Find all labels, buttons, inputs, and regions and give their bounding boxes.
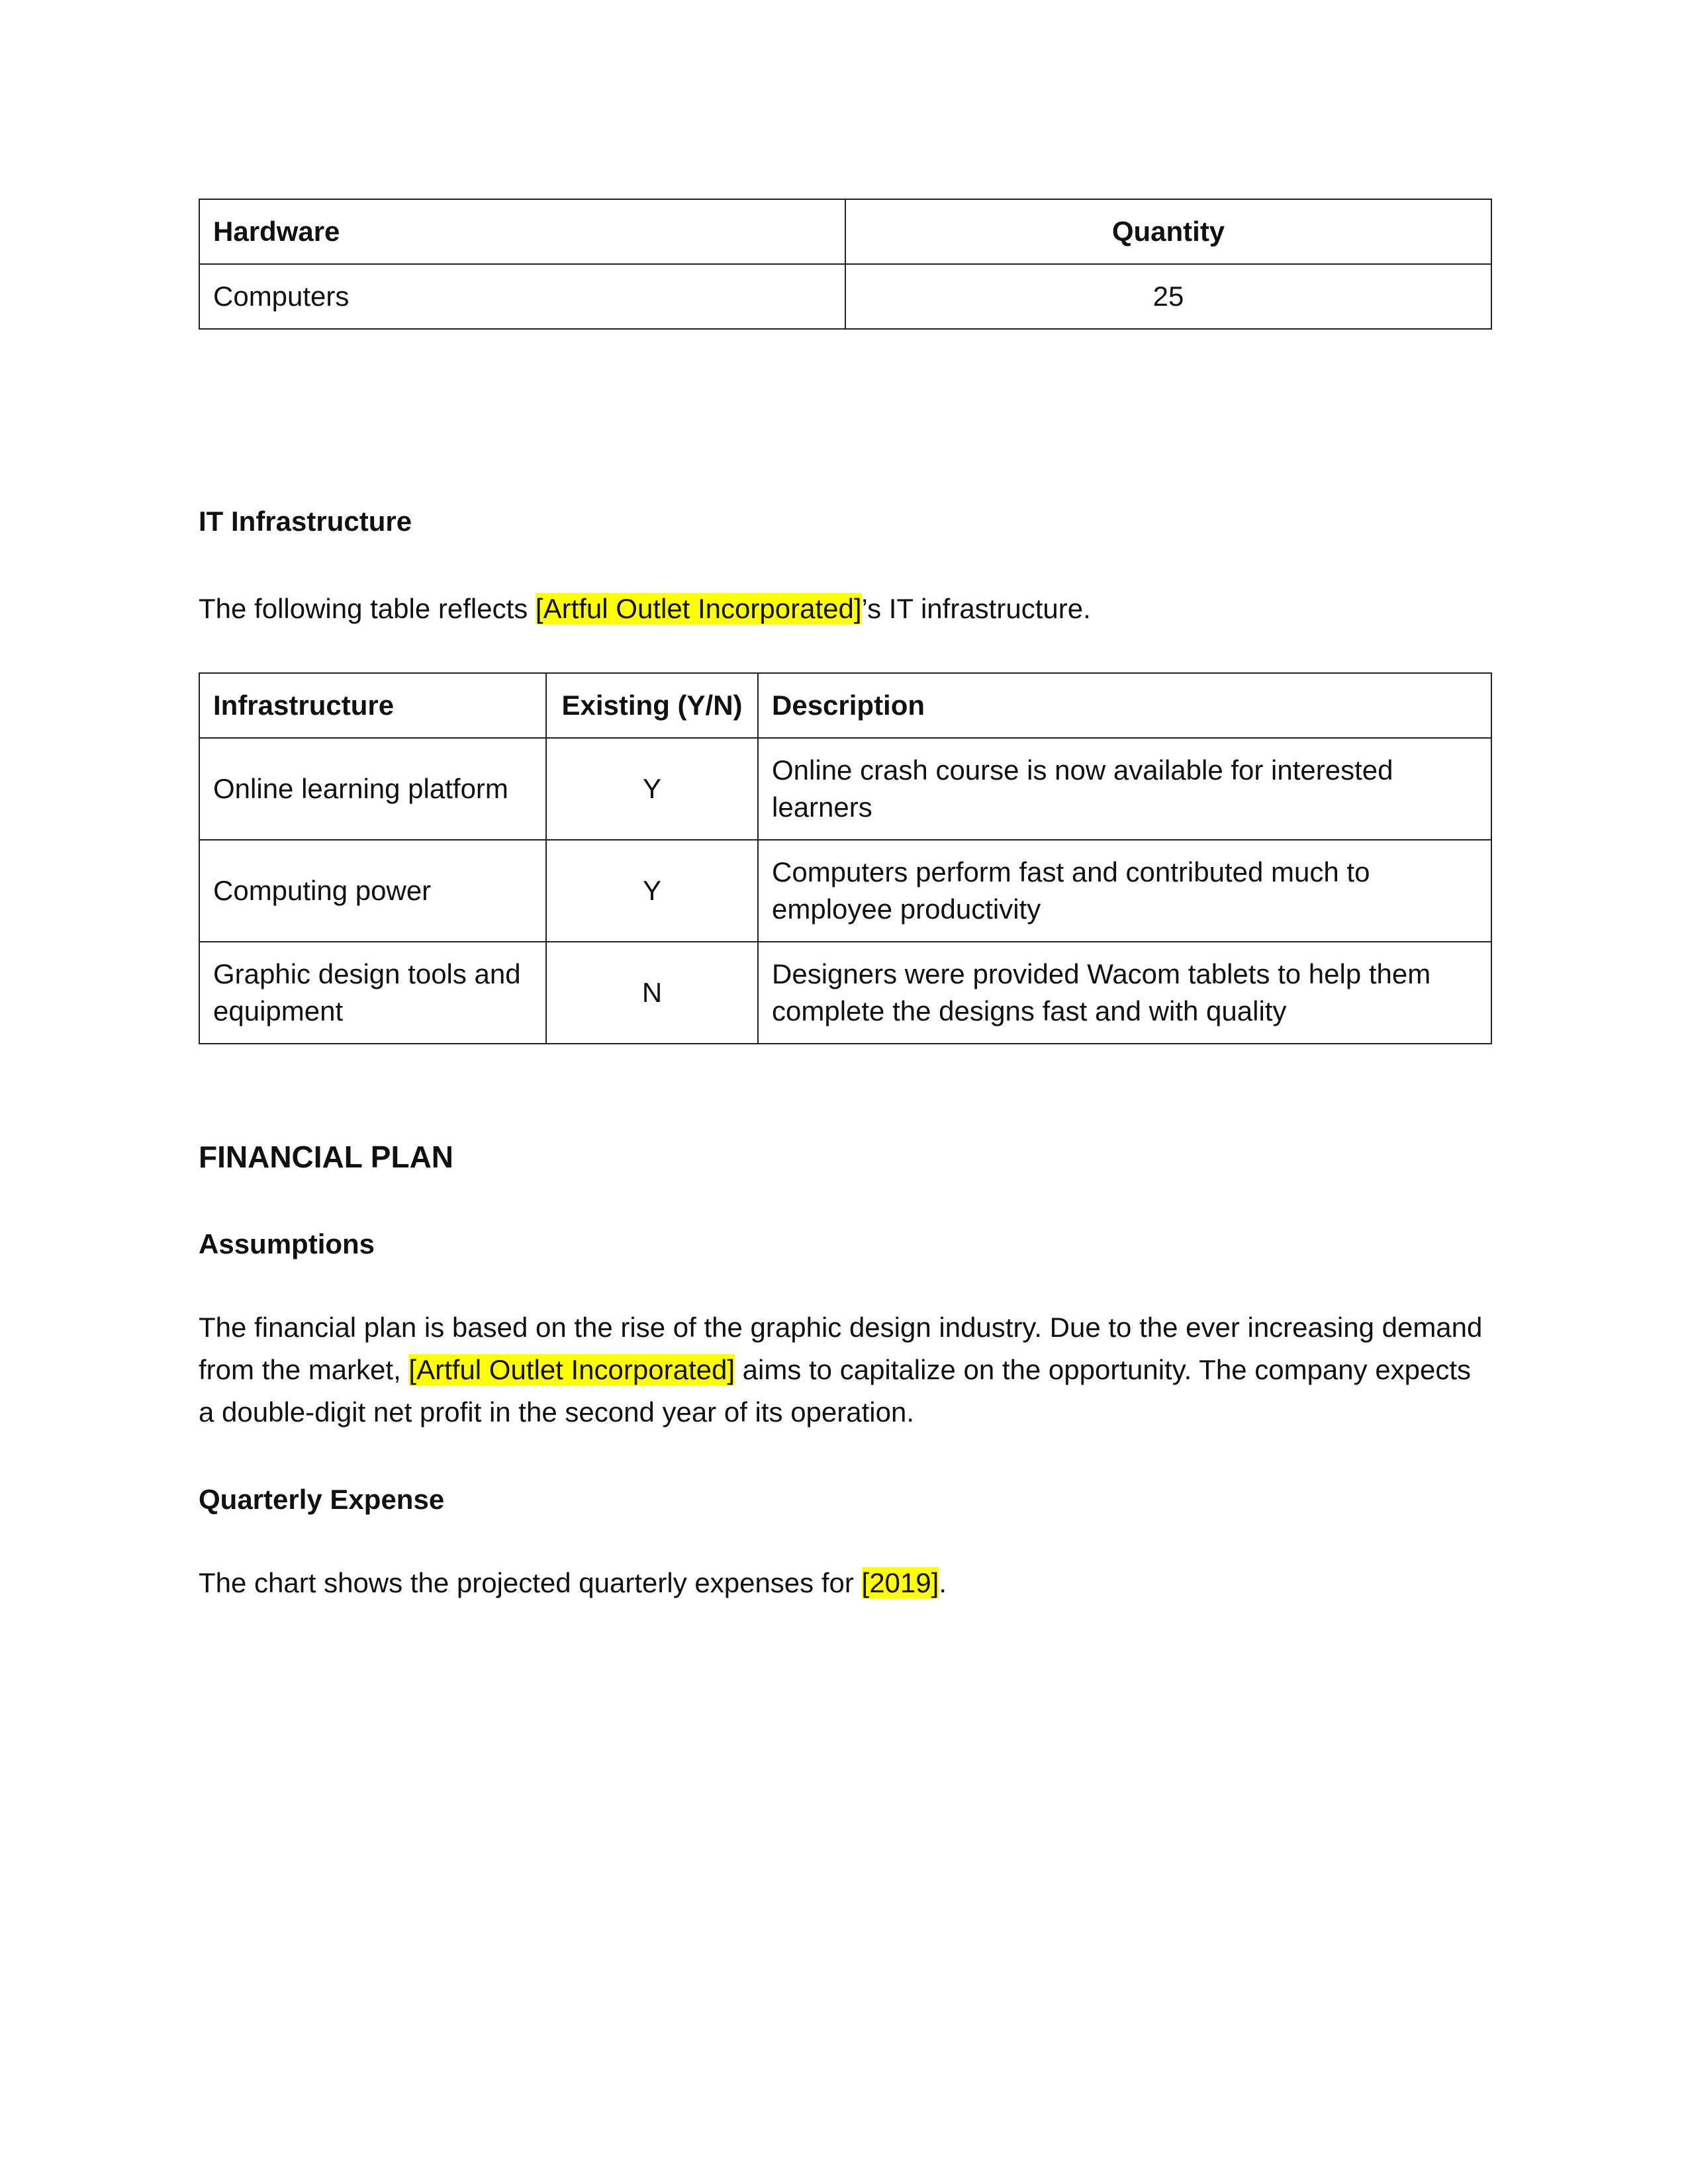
cell-description: Designers were provided Wacom tablets to help them complete the designs fast and with quality xyxy=(758,942,1491,1044)
table-row xyxy=(199,942,1491,1044)
infrastructure-table xyxy=(199,672,1492,1044)
table-row xyxy=(199,264,1491,329)
cell-existing: N xyxy=(546,942,758,1044)
cell-infrastructure: Online learning platform xyxy=(199,738,546,840)
assumptions-paragraph xyxy=(199,1306,1491,1433)
quarterly-expense-heading: Quarterly Expense xyxy=(199,1484,445,1515)
it-infrastructure-heading: IT Infrastructure xyxy=(199,506,412,537)
table-row xyxy=(199,738,1491,840)
it-infrastructure-intro xyxy=(199,588,1491,630)
header-infrastructure: Infrastructure xyxy=(199,673,546,738)
cell-hardware: Computers xyxy=(199,264,845,329)
cell-description: Online crash course is now available for interested learners xyxy=(758,738,1491,840)
header-quantity: Quantity xyxy=(845,199,1491,264)
cell-description: Computers perform fast and contributed much to employee productivity xyxy=(758,840,1491,942)
header-hardware: Hardware xyxy=(199,199,845,264)
assumptions-heading: Assumptions xyxy=(199,1228,375,1259)
cell-quantity: 25 xyxy=(845,264,1491,329)
cell-existing: Y xyxy=(546,840,758,942)
hardware-table xyxy=(199,199,1492,330)
assumptions-text-before: The financial plan is based on the rise of the graphic design industry. Due to the ever increasing demand from the market, xyxy=(199,1312,1483,1385)
table-header-row xyxy=(199,199,1491,264)
table-row xyxy=(199,840,1491,942)
quarterly-text-after: . xyxy=(939,1567,947,1598)
quarterly-text-before: The chart shows the projected quarterly expenses for xyxy=(199,1567,862,1598)
header-existing: Existing (Y/N) xyxy=(546,673,758,738)
cell-infrastructure: Computing power xyxy=(199,840,546,942)
header-description: Description xyxy=(758,673,1491,738)
company-name-highlight: [Artful Outlet Incorporated] xyxy=(408,1354,735,1385)
financial-plan-title: FINANCIAL PLAN xyxy=(199,1140,454,1174)
quarterly-expense-paragraph xyxy=(199,1562,1491,1604)
assumptions-text-after: aims to capitalize on the opportunity. The company expects a double-digit net profit in the second year of its operation. xyxy=(199,1354,1472,1428)
cell-infrastructure: Graphic design tools and equipment xyxy=(199,942,546,1044)
company-name-highlight: [Artful Outlet Incorporated] xyxy=(535,593,862,624)
cell-existing: Y xyxy=(546,738,758,840)
intro-text-before: The following table reflects xyxy=(199,593,536,624)
intro-text-after: ’s IT infrastructure. xyxy=(861,593,1091,624)
year-highlight: [2019] xyxy=(861,1567,939,1598)
table-header-row xyxy=(199,673,1491,738)
